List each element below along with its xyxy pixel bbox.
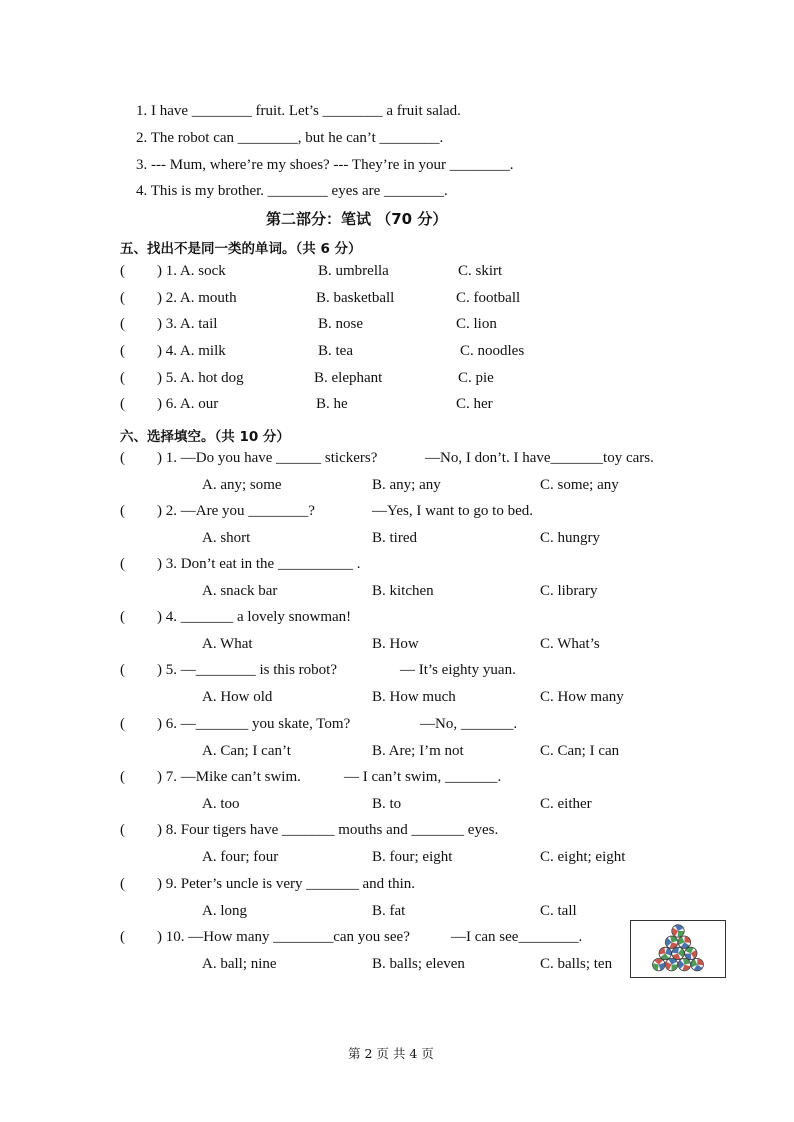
question-text: ) 10. —How many ________can you see? xyxy=(157,929,410,945)
option-b: B. fat xyxy=(372,903,406,919)
answer-bracket: ( xyxy=(120,609,125,625)
question-text: ) 2. —Are you ________? xyxy=(157,503,315,519)
volleyball-pyramid-icon xyxy=(630,920,726,978)
option-b: B. he xyxy=(316,396,348,412)
option-b: B. four; eight xyxy=(372,849,453,865)
answer-bracket: ( xyxy=(120,316,125,332)
option-b: B. kitchen xyxy=(372,583,434,599)
listening-line-1: 1. I have ________ fruit. Let’s ________ a fruit salad. xyxy=(136,103,461,119)
option-a: A. four; four xyxy=(202,849,279,865)
ball-icon xyxy=(678,936,690,948)
option-a: A. short xyxy=(202,530,251,546)
option-c: C. tall xyxy=(540,903,577,919)
volleyball-pyramid-drawing xyxy=(631,921,725,977)
option-b: B. to xyxy=(372,796,402,812)
option-c: C. hungry xyxy=(540,530,600,546)
response-text: —No, _______. xyxy=(420,716,518,732)
answer-bracket: ( xyxy=(120,556,125,572)
response-text: — It’s eighty yuan. xyxy=(400,662,516,678)
option-a: A. any; some xyxy=(202,477,282,493)
section5-title: 五、找出不是同一类的单词。（共 6 分） xyxy=(120,241,362,257)
listening-line-3: 3. --- Mum, where’re my shoes? --- They’re in your ________. xyxy=(136,157,514,173)
option-b: B. tired xyxy=(372,530,417,546)
ball-icon xyxy=(672,947,684,959)
question-option-a: ) 4. A. milk xyxy=(157,343,226,359)
question-text: ) 7. —Mike can’t swim. xyxy=(157,769,301,785)
ball-icon xyxy=(691,958,703,970)
response-text: —Yes, I want to go to bed. xyxy=(372,503,533,519)
question-text: ) 1. —Do you have ______ stickers? xyxy=(157,450,378,466)
option-c: C. library xyxy=(540,583,598,599)
option-c: C. her xyxy=(456,396,493,412)
option-c: C. eight; eight xyxy=(540,849,626,865)
option-a: A. long xyxy=(202,903,247,919)
option-c: C. What’s xyxy=(540,636,600,652)
option-c: C. skirt xyxy=(458,263,503,279)
question-text: ) 8. Four tigers have _______ mouths and _______ eyes. xyxy=(157,822,499,838)
part2-title: 第二部分：笔试 （70 分） xyxy=(266,210,448,228)
answer-bracket: ( xyxy=(120,769,125,785)
answer-bracket: ( xyxy=(120,450,125,466)
option-c: C. How many xyxy=(540,689,624,705)
option-b: B. elephant xyxy=(314,370,383,386)
ball-icon xyxy=(665,936,677,948)
option-a: A. How old xyxy=(202,689,273,705)
answer-bracket: ( xyxy=(120,290,125,306)
option-b: B. nose xyxy=(318,316,363,332)
ball-icon xyxy=(653,958,665,970)
option-b: B. balls; eleven xyxy=(372,956,465,972)
question-option-a: ) 3. A. tail xyxy=(157,316,218,332)
ball-icon xyxy=(659,947,671,959)
question-option-a: ) 1. A. sock xyxy=(157,263,226,279)
option-c: C. lion xyxy=(456,316,497,332)
ball-icon xyxy=(685,947,697,959)
listening-line-2: 2. The robot can ________, but he can’t ________. xyxy=(136,130,444,146)
option-b: B. How xyxy=(372,636,419,652)
answer-bracket: ( xyxy=(120,929,125,945)
option-b: B. any; any xyxy=(372,477,441,493)
ball-icon xyxy=(678,958,690,970)
option-a: A. What xyxy=(202,636,253,652)
option-c: C. pie xyxy=(458,370,494,386)
option-c: C. football xyxy=(456,290,521,306)
ball-icon xyxy=(672,925,684,937)
option-a: A. too xyxy=(202,796,240,812)
option-c: C. either xyxy=(540,796,592,812)
option-b: B. tea xyxy=(318,343,353,359)
option-b: B. How much xyxy=(372,689,456,705)
page-footer: 第 2 页 共 4 页 xyxy=(348,1046,434,1061)
response-text: —I can see________. xyxy=(451,929,583,945)
option-a: A. ball; nine xyxy=(202,956,277,972)
answer-bracket: ( xyxy=(120,503,125,519)
answer-bracket: ( xyxy=(120,370,125,386)
question-text: ) 9. Peter’s uncle is very _______ and thin. xyxy=(157,876,416,892)
option-c: C. balls; ten xyxy=(540,956,613,972)
question-text: ) 4. _______ a lovely snowman! xyxy=(157,609,352,625)
option-a: A. Can; I can’t xyxy=(202,743,291,759)
answer-bracket: ( xyxy=(120,876,125,892)
answer-bracket: ( xyxy=(120,396,125,412)
option-c: C. some; any xyxy=(540,477,619,493)
answer-bracket: ( xyxy=(120,822,125,838)
answer-bracket: ( xyxy=(120,263,125,279)
question-text: ) 3. Don’t eat in the __________ . xyxy=(157,556,361,572)
answer-bracket: ( xyxy=(120,716,125,732)
ball-icon xyxy=(665,958,677,970)
answer-bracket: ( xyxy=(120,662,125,678)
option-c: C. noodles xyxy=(460,343,525,359)
question-option-a: ) 5. A. hot dog xyxy=(157,370,244,386)
question-text: ) 6. —_______ you skate, Tom? xyxy=(157,716,351,732)
option-b: B. basketball xyxy=(316,290,395,306)
question-option-a: ) 6. A. our xyxy=(157,396,219,412)
listening-line-4: 4. This is my brother. ________ eyes are ________. xyxy=(136,183,448,199)
answer-bracket: ( xyxy=(120,343,125,359)
option-a: A. snack bar xyxy=(202,583,278,599)
question-option-a: ) 2. A. mouth xyxy=(157,290,237,306)
option-b: B. umbrella xyxy=(318,263,389,279)
question-text: ) 5. —________ is this robot? xyxy=(157,662,337,678)
option-b: B. Are; I’m not xyxy=(372,743,464,759)
response-text: — I can’t swim, _______. xyxy=(344,769,502,785)
section6-title: 六、选择填空。（共 10 分） xyxy=(120,429,290,445)
option-c: C. Can; I can xyxy=(540,743,620,759)
response-text: —No, I don’t. I have_______toy cars. xyxy=(425,450,654,466)
